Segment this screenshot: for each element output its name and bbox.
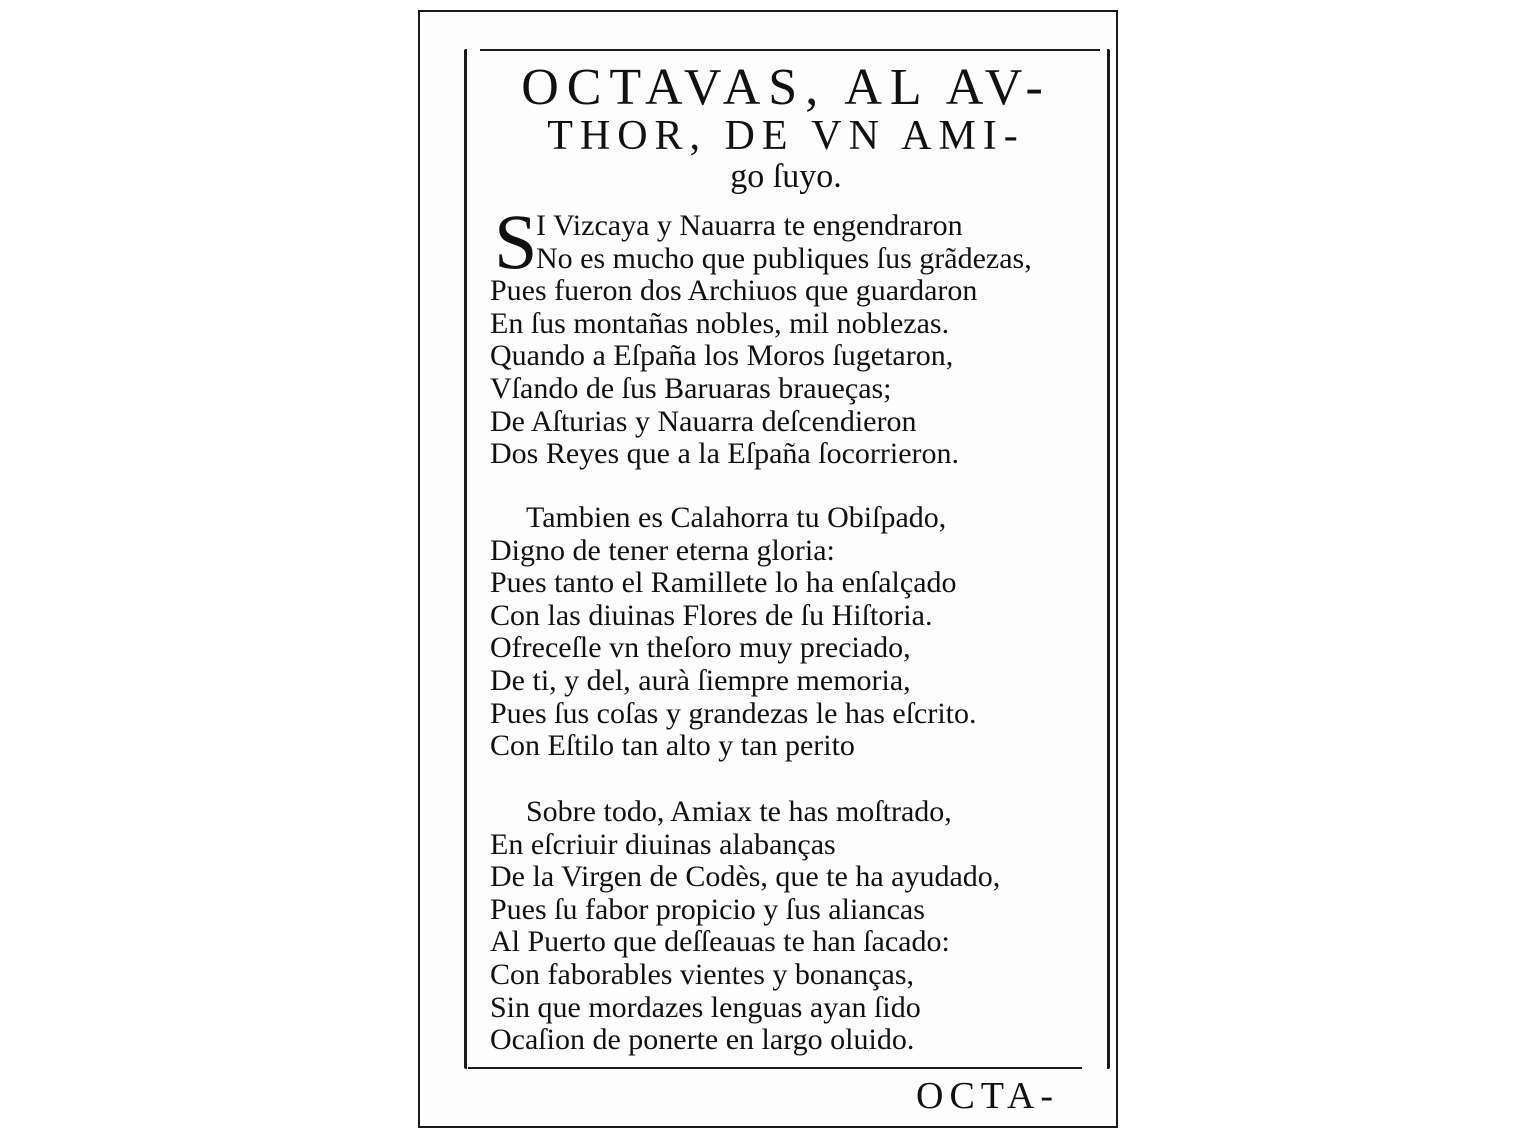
- verse-line: Pues ſus coſas y grandezas le has eſcrito.: [490, 696, 977, 730]
- verse-line: Con las diuinas Flores de ſu Hiſtoria.: [490, 598, 933, 632]
- verse-line: Tambien es Calahorra tu Obiſpado,: [526, 501, 947, 534]
- stanza-1: [490, 210, 1110, 471]
- verse-line: De ti, y del, aurà ſiempre memoria,: [490, 663, 911, 697]
- bottom-rule: [468, 1067, 1082, 1069]
- book-page: [418, 10, 1118, 1128]
- verse-line: De la Virgen de Codès, que te ha ayudado,: [490, 860, 1001, 894]
- verse-line: Con faborables vientes y bonanças,: [490, 957, 915, 991]
- verse-line: Sin que mordazes lenguas ayan ſido: [490, 990, 921, 1024]
- title-line-2: THOR, DE VN AMI-: [547, 113, 1025, 159]
- catchword: OCTA-: [916, 1075, 1060, 1117]
- title-line-1: OCTAVAS, AL AV-: [521, 59, 1051, 116]
- verse-line: Ofreceſle vn theſoro muy preciado,: [490, 631, 911, 665]
- verse-line: Sobre todo, Amiax te has moſtrado,: [526, 795, 952, 828]
- drop-cap: S: [494, 198, 538, 285]
- verse-line: Pues fueron dos Archiuos que guardaron: [490, 274, 978, 308]
- verse-line: Ocaſion de ponerte en largo oluido.: [490, 1023, 915, 1057]
- verse-line: En ſus montañas nobles, mil noblezas.: [490, 306, 950, 340]
- stanza-3: [490, 796, 1110, 1057]
- verse-line: Vſando de ſus Baruaras braueças;: [490, 371, 892, 405]
- verse-line: Con Eſtilo tan alto y tan perito: [490, 729, 855, 763]
- verse-line: No es mucho que publiques ſus grãdezas,: [536, 241, 1032, 275]
- verse-line: Al Puerto que deſſeauas te han ſacado:: [490, 925, 950, 959]
- verse-line: Quando a Eſpaña los Moros ſugetaron,: [490, 339, 954, 373]
- verse-line: En eſcriuir diuinas alabanças: [490, 827, 836, 861]
- verse-line: Pues tanto el Ramillete lo ha enſalçado: [490, 566, 957, 600]
- verse-line: Dos Reyes que a la Eſpaña ſocorrieron.: [490, 437, 959, 471]
- verse-line: De Aſturias y Nauarra deſcendieron: [490, 404, 917, 438]
- verse-line: Pues ſu fabor propicio y ſus aliancas: [490, 892, 925, 926]
- title-line-3: go ſuyo.: [730, 158, 842, 195]
- verse-line: I Vizcaya y Nauarra te engendraron: [536, 209, 963, 242]
- stanza-2: [490, 502, 1110, 763]
- verse-line: Digno de tener eterna gloria:: [490, 533, 835, 567]
